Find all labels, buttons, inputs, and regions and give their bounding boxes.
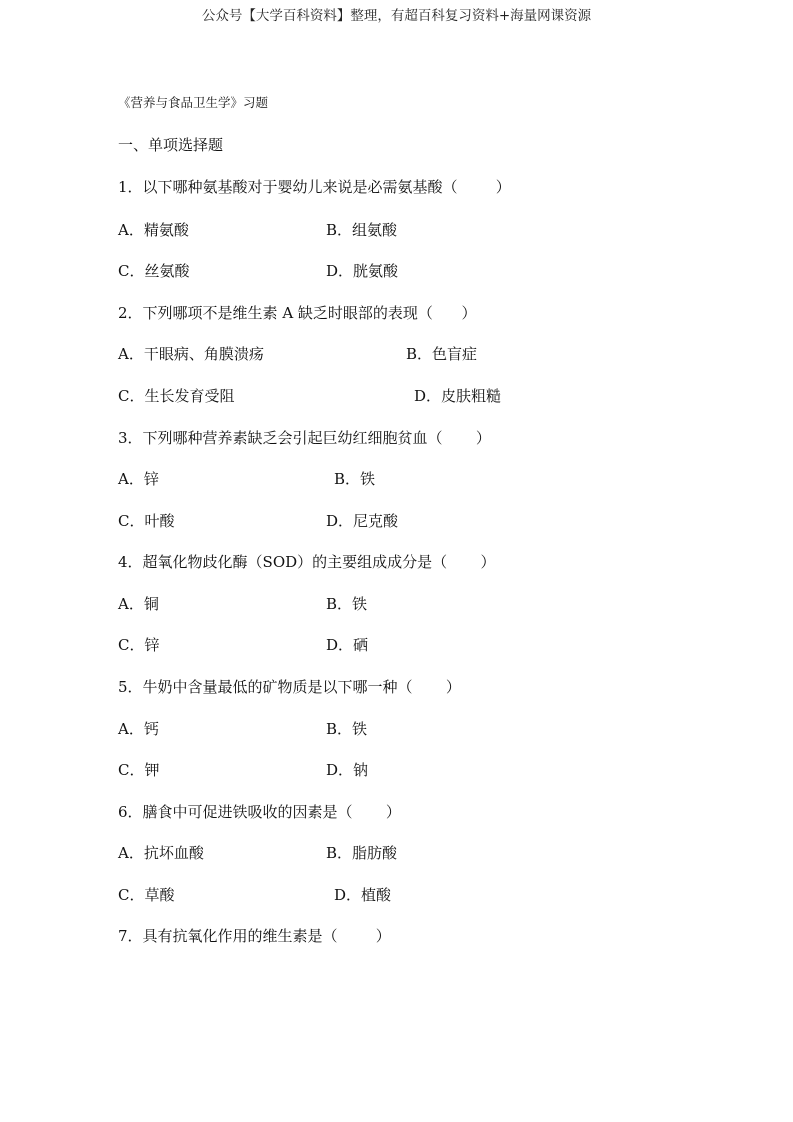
question-4-option-c: C．锌 [118,636,160,654]
question-1-option-a: A．精氨酸 [118,221,189,239]
question-5-option-d: D．钠 [326,761,369,779]
question-6-option-c: C．草酸 [118,886,175,904]
question-5-option-a: A．钙 [118,720,159,738]
question-6-option-b: B．脂肪酸 [326,844,398,862]
question-2-option-d: D．皮肤粗糙 [414,387,502,405]
question-7-stem: 7．具有抗氧化作用的维生素是（ ） [118,927,391,945]
question-3-option-b: B．铁 [334,470,376,488]
document-title: 《营养与食品卫生学》习题 [118,95,269,110]
question-5-option-c: C．钾 [118,761,160,779]
question-3-option-d: D．尼克酸 [326,512,399,530]
question-6-option-a: A．抗坏血酸 [118,844,204,862]
question-5-option-b: B．铁 [326,720,368,738]
question-3-option-c: C．叶酸 [118,512,175,530]
question-1-option-c: C．丝氨酸 [118,262,190,280]
question-1-stem: 1．以下哪种氨基酸对于婴幼儿来说是必需氨基酸（ ） [118,178,511,196]
question-4-option-d: D．硒 [326,636,369,654]
question-4-stem: 4．超氧化物歧化酶（SOD）的主要组成成分是（ ） [118,553,496,571]
question-3-option-a: A．锌 [118,470,159,488]
question-6-option-d: D．植酸 [334,886,392,904]
question-4-option-a: A．铜 [118,595,159,613]
question-2-option-a: A．干眼病、角膜溃疡 [118,345,264,363]
question-2-stem: 2．下列哪项不是维生素 A 缺乏时眼部的表现（ ） [118,304,477,322]
question-1-option-d: D．胱氨酸 [326,262,399,280]
question-4-option-b: B．铁 [326,595,368,613]
question-1-option-b: B．组氨酸 [326,221,398,239]
question-3-stem: 3．下列哪种营养素缺乏会引起巨幼红细胞贫血（ ） [118,429,491,447]
question-5-stem: 5．牛奶中含量最低的矿物质是以下哪一种（ ） [118,678,461,696]
question-2-option-b: B．色盲症 [406,345,478,363]
question-6-stem: 6．膳食中可促进铁吸收的因素是（ ） [118,803,401,821]
question-2-option-c: C．生长发育受阻 [118,387,235,405]
section-heading: 一、单项选择题 [118,136,224,154]
page-header: 公众号【大学百科资料】整理，有超百科复习资料+海量网课资源 [201,8,592,24]
